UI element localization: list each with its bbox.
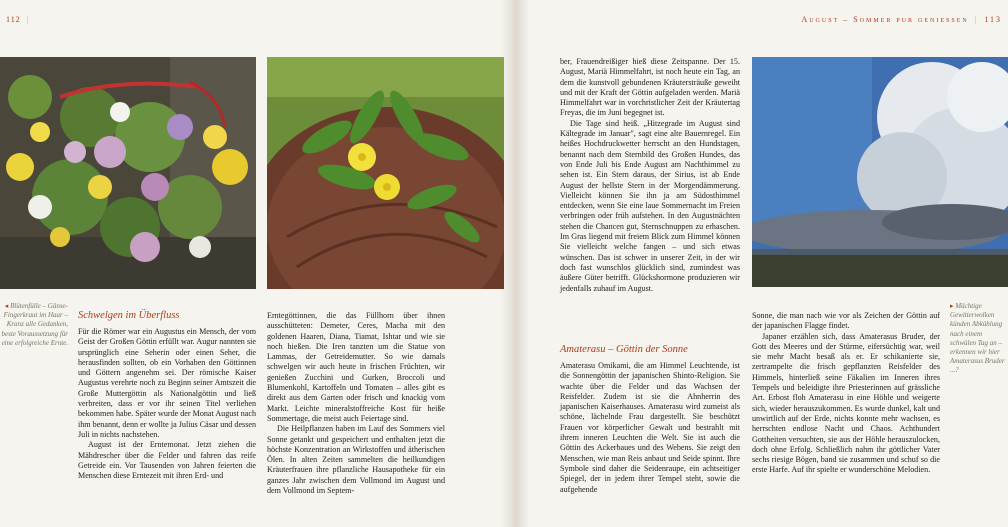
paragraph: ber, Frauendreißiger hieß diese Zeitspanne. Der 15. August, Mariä Himmelfahrt, ist noch heute ein Tag, an dem die kunstvoll gebundenen Kräutersträuße geweiht und mit der Kraft der Göttin aufgeladen werden. Mariä Himmelfahrt war in vorchristlicher Zeit der Kräutertag Freyas, die im Juni begegnet ist. [560, 57, 740, 118]
section-heading-ueberfluss: Schwelgen im Überfluss [78, 310, 180, 321]
left-caption-text: Blütenfülle – Gänse-Fingerkraut im Haar – Kranz alle Gedanken, beste Voraussetzung für eine erfolgreiche Ernte. [1, 302, 68, 347]
flower-bouquet-photo [0, 57, 256, 289]
storm-clouds-image [752, 57, 1008, 287]
right-caption-text: Mächtige Gewitterwolken künden Abkühlung nach einem schwülen Tag an – erkennen wir hier Amaterasus Bruder ...? [950, 302, 1005, 375]
storm-clouds-photo [752, 57, 1008, 287]
right-running-title: August – Sommer pur geniessen [801, 15, 969, 24]
header-divider: | [974, 15, 979, 24]
text-column-3-amaterasu [560, 343, 740, 495]
left-page-number: 112 [6, 15, 21, 24]
text-column-2 [267, 311, 445, 496]
triangle-left-icon: ◂ [4, 302, 11, 310]
text-column-4 [752, 311, 940, 476]
paragraph: Amaterasu Omikami, die am Himmel Leuchtende, ist die Sonnengöttin der japanischen Shinto-Religion. Sie wachte über die Felder und das Wachsen der Reisfelder. Zudem ist sie die Ahnherrin des japanischen Kaiserhauses. Amaterasu wird zumeist als schöne, lächelnde Frau dargestellt. Sie beschützt Frauen vor körperlicher Gewalt und bestrahlt mit ihrem inneren Leuchten die Welt. Sie ist auch die Göttin des Ackerbaues und des Webens. Sie zeigt den Menschen, wie man Reis anbaut und Seide spinnt. Ihre Symbole sind daher die Seidenraupe, ein achtseitiger Spiegel, der in jedem ihrer Tempel steht, sowie die aufgehende [560, 361, 740, 494]
right-page-number: 113 [984, 15, 1002, 24]
section-heading-amaterasu: Amaterasu – Göttin der Sonne [560, 344, 688, 355]
paragraph: Die Heilpflanzen haben im Lauf des Sommers viel Sonne getankt und gespeichert und enthalten jetzt die höchste Konzentration an Wirkstoffen und ätherischen Ölen. In alten Zeiten sammelten die heilkundigen Kräuterfrauen ihre pflanzliche Hausapotheke für ein ganzes Jahr zwischen dem Vollmond im August und dem Vollmond im Septem- [267, 424, 445, 496]
left-photo-caption [0, 302, 68, 348]
paragraph: Japaner erzählen sich, dass Amaterasus Bruder, der Gott des Meeres und der Stürme, eifersüchtig war, weil sie mehr Macht besaß als er. Er schikanierte sie, zertrampelte die frisch gepflanzten Reisfelder des Himmels, hinterließ seine Fäkalien im Inneren ihres Tempels und beleidigte ihre Priesterinnen auf grässliche Art. Erbost floh Amaterasu in eine Höhle und weigerte sich, wieder herauszukommen. Es wurde dunkel, kalt und unwirtlich auf der Erde, nichts konnte mehr wachsen, es herrschten endlose Nacht und Chaos. Achthundert Gottheiten versuchten, sie aus der Höhle herauszulocken, doch ohne Erfolg. Schließlich nahm ihr göttlicher Vater sechs riesige Bögen, band sie zusammen und schuf so die erste Harfe. Auf ihr spielte er wunderschöne Melodien. [752, 331, 940, 475]
triangle-right-icon: ▸ [950, 302, 956, 310]
flower-bouquet-image [0, 57, 256, 289]
text-column-3 [560, 57, 740, 294]
right-photo-caption [950, 302, 1008, 376]
hair-wreath-image [267, 57, 504, 289]
hair-wreath-photo [267, 57, 504, 289]
paragraph: Erntegöttinnen, die das Füllhorn über ihnen ausschütteten: Demeter, Ceres, Macha mit den goldenen Haaren, Diana, Tiamat, Ishtar und wie sie noch hießen. Die Iren tanzten um die Statue von Lammas, der Getreidemutter. So wie damals schwelgen wir auch heute in frischen Früchten, wir genießen Zucchini und Gurken, Broccoli und Blumenkohl, Kartoffeln und Tomaten – alles gibt es direkt aus dem Garten oder frisch und knackig vom Markt. Leichte mineralstoffreiche Kost für heiße Sommertage, die meist auch Feiertage sind. [267, 311, 445, 423]
text-column-1 [78, 309, 256, 481]
paragraph: Für die Römer war ein Augustus ein Mensch, der vom Geist der Großen Göttin erfüllt war. Augur nannten sie ursprünglich eine Seherin oder einen Seher, die herausfinden sollten, ob ein Vorhaben den Göttinnen und Göttern angenehm sei. Der römische Kaiser Augustus verehrte noch zu Beginn seiner Amtszeit die Große Muttergöttin als Nationalgöttin und ließ verbreiten, dass er vor ihr seinen Titel verliehen bekommen habe. Später wurde der Monat August nach ihm benannt, denn er wollte ja Julius Cäsar und dessen Juli in nichts nachstehen. [78, 327, 257, 439]
left-page-header [6, 15, 29, 24]
paragraph: August ist der Erntemonat. Jetzt ziehen die Mähdrescher über die Felder und fahren das reife Getreide ein. Vor Tausenden von Jahren feierten die Menschen diese Erntezeit mit ihren Erd- und [78, 440, 256, 481]
header-divider: | [26, 15, 30, 24]
right-page-header [801, 15, 1002, 24]
paragraph: Sonne, die man nach wie vor als Zeichen der Göttin auf der japanischen Flagge findet. [752, 311, 940, 331]
paragraph: Die Tage sind heiß. „Hitzegrade im August sind Kältegrade im Januar", sagt eine alte Bauernregel. Ein heißes Hochdruckwetter herrscht an den Hundstagen, benannt nach dem Sternbild des Großen Hundes, das von Ende Juli bis Ende August am Nachthimmel zu sehen ist. Ein Stern daraus, der Sirius, ist ab Ende August der hellste Stern in der Morgendämmerung. Vielleicht können Sie ihn ja am Südosthimmel entdecken, wenn Sie eine laue Sommernacht im Freien verbringen oder früh aufstehen. In den Augustnächten stehen die Chancen gut, Sternschnuppen zu erhaschen. Im Gras liegend mit freiem Blick zum Himmel können Sie vielleicht welche fangen – und sich etwas wünschen. Das ist schwer in unserer Zeit, in der wir doch fast wunschlos glücklich sind, zumindest was äußere Güter betrifft. Glückshormone produzieren wir jedenfalls zuhauf im August. [560, 118, 740, 293]
book-gutter [500, 0, 528, 527]
